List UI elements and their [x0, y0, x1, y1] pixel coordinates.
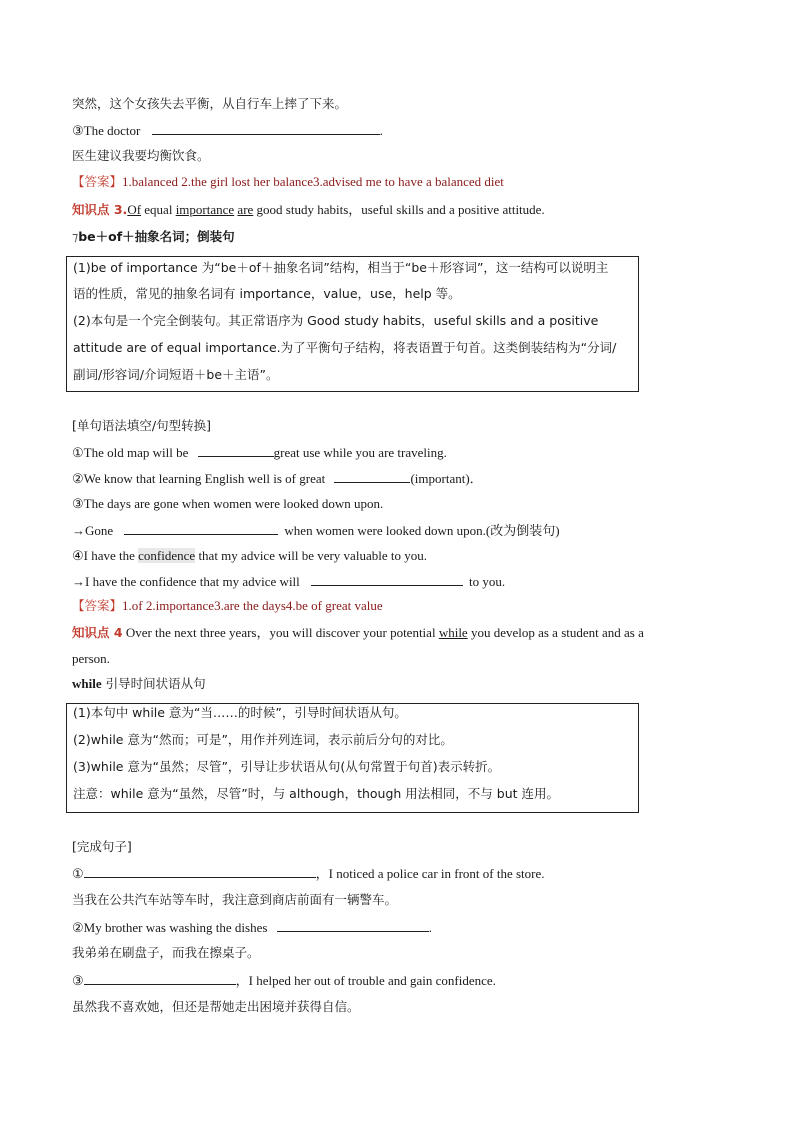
question-suffix: when women were looked down upon.(改为倒装句) [284, 523, 560, 538]
sentence-text: good study habits，useful skills and a positive attitude. [253, 202, 545, 217]
question-number: ③ [72, 973, 84, 988]
question-text: ③The doctor [72, 123, 141, 138]
question-suffix: to you. [469, 574, 506, 589]
box-line: (2)while 意为“然而；可是”，用作并列连词，表示前后分句的对比。 [73, 732, 453, 747]
question-text: ②We know that learning English well is of great [72, 471, 326, 486]
answer-text: 1.balanced 2.the girl lost her balance3.advised me to have a balanced diet [122, 174, 504, 189]
exercise-line [72, 864, 545, 883]
box-line: attitude are of equal importance.为了平衡句子结构，将表语置于句首。这类倒装结构为“分词/ [73, 340, 617, 355]
question-suffix: (important)． [410, 471, 483, 486]
question-suffix: . [379, 123, 383, 138]
exercise-line [72, 469, 483, 488]
exercise-line [72, 121, 383, 140]
underlined-word: are [237, 202, 254, 217]
answer-blank[interactable] [198, 443, 274, 457]
answer-blank[interactable] [84, 864, 316, 878]
underlined-word: Of [127, 202, 142, 217]
question-text: that my advice will be very valuable to you. [195, 548, 427, 563]
answer-label: 【答案】 [72, 598, 123, 613]
question-suffix: ，I noticed a police car in front of the store. [315, 866, 545, 881]
question-text: ②My brother was washing the dishes [72, 920, 268, 935]
box-line: (1)本句中 while 意为“当……的时候”，引导时间状语从句。 [73, 705, 407, 720]
kp4-subheading [72, 675, 206, 693]
exercise-line [72, 547, 427, 565]
highlighted-word: confidence [138, 548, 196, 563]
box-line: (3)while 意为“虽然；尽管”，引导让步状语从句(从句常置于句首)表示转折。 [73, 759, 501, 774]
underlined-word: importance [175, 202, 235, 217]
knowledge-point-label: 知识点 3. [72, 202, 128, 217]
answer-blank[interactable] [277, 918, 429, 932]
explanation-box [66, 703, 639, 813]
knowledge-point-4 [72, 624, 644, 642]
box-line: 语的性质，常见的抽象名词有 importance，value，use，help 等。 [73, 286, 461, 301]
kp3-subheading [72, 228, 235, 246]
box-line: 注意：while 意为“虽然，尽管”时，与 although，though 用法相同，不与 but 连用。 [73, 786, 559, 801]
marker-icon: ⁊ [72, 229, 79, 244]
answer-blank[interactable] [124, 521, 278, 535]
underlined-word: while [438, 625, 468, 640]
answer-label: 【答案】 [72, 174, 123, 189]
answer-blank[interactable] [334, 469, 410, 483]
answer-text: 1.of 2.importance3.are the days4.be of great value [122, 598, 383, 613]
exercise-line [72, 918, 432, 937]
explanation-box [66, 256, 639, 392]
box-line: 副词/形容词/介词短语＋be＋主语”。 [73, 367, 279, 382]
translation-line: 虽然我不喜欢她，但还是帮她走出困境并获得自信。 [72, 999, 360, 1014]
question-suffix: . [428, 920, 432, 935]
exercise-line [72, 572, 505, 591]
question-text: ④I have the [72, 548, 139, 563]
exercise-heading: [单句语法填空/句型转换] [72, 418, 211, 433]
box-line: (1)be of importance 为“be＋of＋抽象名词”结构，相当于“be＋形容词”，这一结构可以说明主 [73, 260, 609, 275]
subheading-keyword: while [72, 676, 102, 691]
exercise-line [72, 971, 496, 990]
sentence-continuation: person. [72, 651, 110, 666]
answer-blank[interactable] [84, 971, 236, 985]
exercise-line [72, 443, 447, 462]
exercise-line [72, 521, 560, 540]
exercise-heading: [完成句子] [72, 839, 132, 854]
translation-line: 当我在公共汽车站等车时，我注意到商店前面有一辆警车。 [72, 892, 398, 907]
question-number: ① [72, 866, 84, 881]
answer-blank[interactable] [152, 121, 380, 135]
subheading-text: be＋of＋抽象名词；倒装句 [78, 229, 235, 244]
sentence-text: equal [141, 202, 176, 217]
sentence-text: you develop as a student and as a [467, 625, 644, 640]
question-text: →I have the confidence that my advice will [72, 574, 300, 589]
translation-line: 我弟弟在刷盘子，而我在擦桌子。 [72, 945, 260, 960]
knowledge-point-3 [72, 201, 545, 219]
answer-line [72, 597, 383, 615]
answer-blank[interactable] [311, 572, 463, 586]
translation-line: 医生建议我要均衡饮食。 [72, 148, 210, 163]
exercise-line: ③The days are gone when women were looked down upon. [72, 496, 384, 511]
question-text: ①The old map will be [72, 445, 189, 460]
box-line: (2)本句是一个完全倒装句。其正常语序为 Good study habits，useful skills and a positive [73, 313, 599, 328]
question-suffix: great use while you are traveling. [273, 445, 447, 460]
knowledge-point-label: 知识点 4 [72, 625, 123, 640]
question-suffix: ，I helped her out of trouble and gain confidence. [235, 973, 496, 988]
answer-line [72, 173, 504, 191]
question-text: →Gone [72, 523, 114, 538]
sentence-text: Over the next three years，you will discover your potential [122, 625, 439, 640]
translation-line: 突然，这个女孩失去平衡，从自行车上摔了下来。 [72, 96, 348, 111]
subheading-text: 引导时间状语从句 [101, 676, 206, 691]
